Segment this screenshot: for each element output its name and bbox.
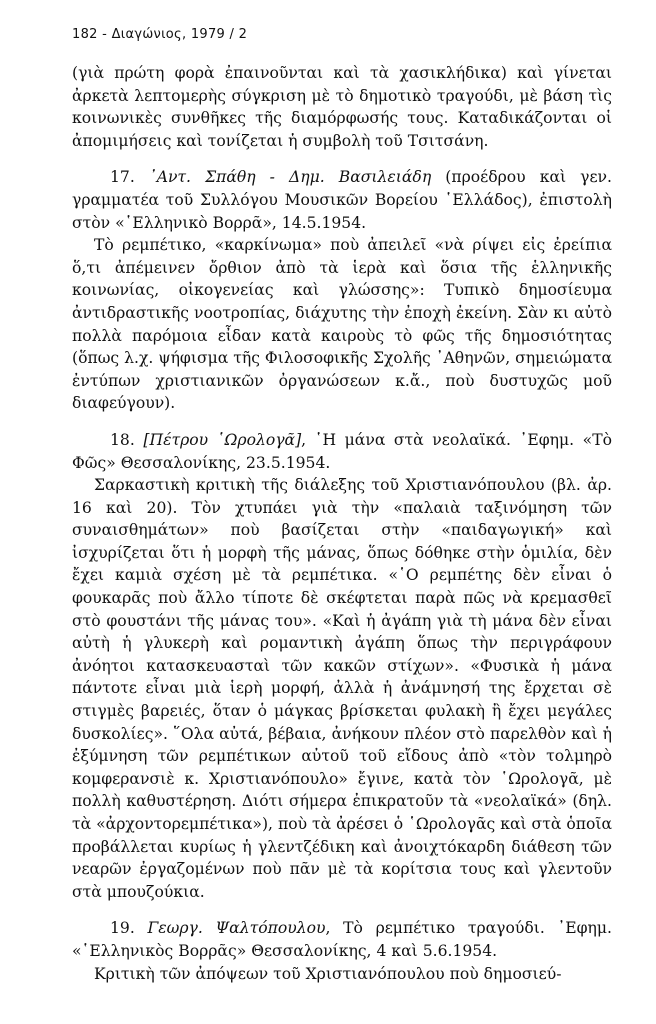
continuation-paragraph: (γιὰ πρώτη φορὰ ἐπαινοῦνται καὶ τὰ χασικλήδικα) καὶ γίνεται ἀρκετὰ λεπτομερὴς σύγκριση μὲ τὸ δημοτικὸ τραγούδι, μὲ βάση τὶς κοινωνικὲς συνθῆκες τῆς διαμόρφωσής τους. Καταδικάζονται οἱ ἀπομιμήσεις καὶ τονίζεται ἡ συμβολὴ τοῦ Τσιτσάνη. — [72, 64, 612, 150]
entry-18-heading — [72, 429, 612, 474]
entry-19-number: 19. — [110, 919, 135, 938]
running-head: 182 - Διαγώνιος, 1979 / 2 — [72, 27, 248, 42]
entry-17-body: Τὸ ρεμπέτικο, «καρκίνωμα» ποὺ ἀπειλεῖ «νὰ ρίψει εἰς ἐρείπια ὅ,τι ἀπέμεινεν ὄρθιον ἀπὸ τὰ ἱερὰ καὶ ὅσια τῆς ἑλληνικῆς κοινωνίας, οἰκογενείας καὶ γλώσσης»: Τυπικὸ δημοσίευμα ἀντιδραστικῆς νοοτροπίας, διάχυτης τὴν ἐποχὴ ἐκείνη. Σὰν κι αὐτὸ πολλὰ παρόμοια εἶδαν κατὰ καιροὺς τὸ φῶς τῆς δημοσιότητας (ὅπως λ.χ. ψήφισμα τῆς Φιλοσοφικῆς Σχολῆς ᾿Αθηνῶν, σημειώματα ἐντύπων χριστιανικῶν ὀργανώσεων κ.ἄ., ποὺ δυστυχῶς μοῦ διαφεύγουν). — [72, 236, 612, 413]
entry-19-body: Κριτικὴ τῶν ἀπόψεων τοῦ Χριστιανόπουλου ποὺ δημοσιεύ- — [94, 964, 562, 983]
entry-18-number: 18. — [110, 430, 135, 449]
entry-17-heading — [72, 166, 612, 234]
entry-17-citation: (προέδρου καὶ γεν. γραμματέα τοῦ Συλλόγου Μουσικῶν Βορείου ῾Ελλάδος), ἐπιστολὴ στὸν «῾Ελληνικὸ Βορρᾶ», 14.5.1954. — [72, 168, 612, 232]
page — [72, 26, 612, 985]
entry-18-body: Σαρκαστικὴ κριτικὴ τῆς διάλεξης τοῦ Χριστιανόπουλου (βλ. ἀρ. 16 καὶ 20). Τὸν χτυπάει γιὰ τὴν «παλαιὰ ταξινόμηση τῶν συναισθημάτων» ποὺ βασίζεται στὴν «παιδαγωγική» καὶ ἰσχυρίζεται ὅτι ἡ μορφὴ τῆς μάνας, ὅπως δόθηκε στὴν ὁμιλία, δὲν ἔχει καμιὰ σχέση μὲ τὰ ρεμπέτικα. «῾Ο ρεμπέτης δὲν εἶναι ὁ φουκαρᾶς ποὺ ἄλλο τίποτε δὲ σκέφτεται παρὰ πῶς νὰ κρεμασθεῖ στὸ φουστάνι τῆς μάνας του». «Καὶ ἡ ἀγάπη γιὰ τὴ μάνα δὲν εἶναι αὐτὴ ἡ γλυκερὴ καὶ ρομαντικὴ ἀγάπη ὅπως τὴν περιγράφουν ἀνόητοι κατασκευασταὶ τῶν κακῶν στίχων». «Φυσικὰ ἡ μάνα πάντοτε εἶναι μιὰ ἱερὴ μορφή, ἀλλὰ ἡ ἀνάμνησή της ἔρχεται σὲ στιγμὲς βαρειές, ὅταν ὁ μάγκας βρίσκεται φυλακὴ ἢ ἔχει μεγάλες δυσκολίες». ῞Ολα αὐτά, βέβαια, ἀνήκουν πλέον στὸ παρελθὸν καὶ ἡ ἐξύμνηση τῶν ρεμπέτικων αὐτοῦ τοῦ εἴδους ἀπὸ «τὸν τολμηρὸ κομφερανσιὲ κ. Χριστιανόπουλο» ἔγινε, κατὰ τὸν ῾Ωρολογᾶ, μὲ πολλὴ καθυστέρηση. Διότι σήμερα ἐπικρατοῦν τὰ «νεολαϊκά» (δηλ. τὰ «ἀρχοντορεμπέτικα»), ποὺ τὰ ἀρέσει ὁ ῾Ωρολογᾶς καὶ στὰ ὁποῖα προβάλλεται κυρίως ἡ γλεντζέδικη καὶ ἀνοιχτόκαρδη διάθεση τῶν νεαρῶν ἐργαζομένων ποὺ πᾶν μὲ τὰ κορίτσια τους καὶ γλεντοῦν στὰ μπουζούκια. — [72, 476, 612, 901]
entry-19-author: Γεωργ. Ψαλτόπουλου — [147, 919, 326, 938]
entry-18-citation: , ῾Η μάνα στὰ νεολαϊκά. ᾿Εφημ. «Τὸ Φῶς» Θεσσαλονίκης, 23.5.1954. — [72, 430, 613, 472]
entry-17-author: ᾿Αντ. Σπάθη - Δημ. Βασιλειάδη — [148, 168, 432, 187]
entry-18-author: [Πέτρου ῾Ωρολογᾶ] — [143, 430, 302, 449]
entry-19-citation: , Τὸ ρεμπέτικο τραγούδι. ᾿Εφημ. «῾Ελληνικὸς Βορρᾶς» Θεσσαλονίκης, 4 καὶ 5.6.1954. — [72, 919, 612, 960]
entry-17-number: 17. — [110, 168, 135, 187]
page-text — [72, 62, 612, 985]
entry-19-heading — [72, 917, 612, 962]
